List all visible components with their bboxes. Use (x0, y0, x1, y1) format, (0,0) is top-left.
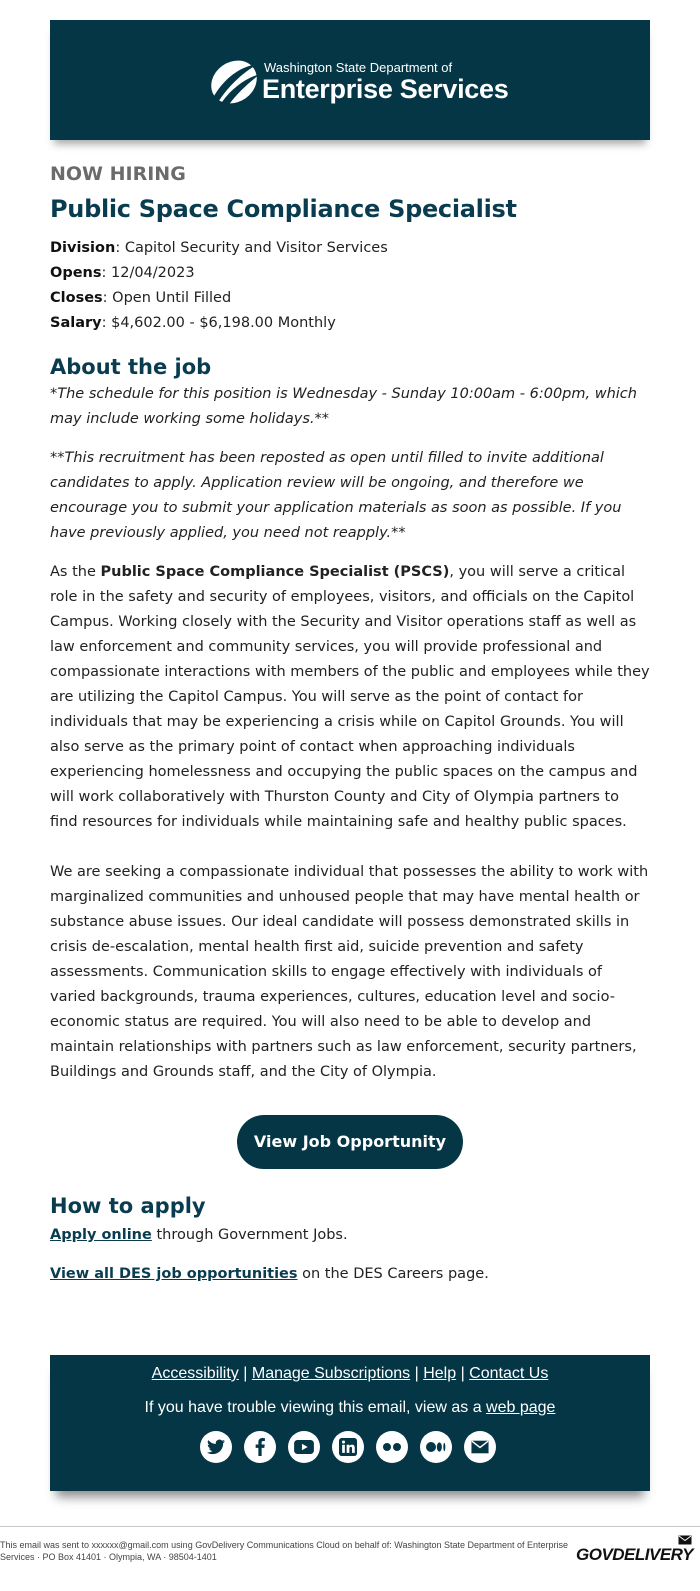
repost-note: **This recruitment has been reposted as open until filled to invite additional candidates to apply. Application review will be ongoing, and therefore we encourage you to submit your application materials as soon as possible. If you have previously applied, you need not reapply.** (50, 450, 622, 541)
footer-separator: | (456, 1365, 470, 1382)
linkedin-icon[interactable] (332, 1431, 364, 1463)
social-icons (200, 1431, 500, 1463)
apply-online-line (50, 1223, 650, 1248)
cta-row (50, 1115, 650, 1169)
footer-separator: | (238, 1365, 252, 1382)
accessibility-link[interactable]: Accessibility (151, 1365, 239, 1382)
p1-rest: , you will serve a critical role in the safety and security of employees, visitors, and officials on the Capitol Campus. Working closely with the Security and Visitor operations staff as well as law enforcement and community services, you will provide professional and compassionate interactions with members of the public and employees while they are utilizing the Capitol Campus. You will serve as the point of contact for individuals that may be experiencing a crisis while on Capitol Grounds. You will also serve as the primary point of contact when approaching individuals experiencing homelessness and occupying the public spaces on the campus and will work collaboratively with Thurston County and City of Olympia partners to find resources for individuals while maintaining safe and healthy public spaces. (50, 564, 650, 830)
view-all-line (50, 1262, 650, 1287)
envelope-icon (678, 1535, 692, 1545)
swoosh-logo-icon (208, 56, 262, 108)
medium-icon[interactable] (420, 1431, 452, 1463)
twitter-icon[interactable] (200, 1431, 232, 1463)
description-paragraph-2: We are seeking a compassionate individual that possesses the ability to work with marginalized communities and unhoused people that may have mental health or substance abuse issues. Our ideal candidate will possess demonstrated skills in crisis de-escalation, mental health first aid, suicide prevention and safety assessments. Communication skills to engage effectively with individuals of varied backgrounds, trauma experiences, cultures, education level and socio-economic status are required. You will also need to be able to develop and maintain relationships with partners such as law enforcement, security partners, Buildings and Grounds staff, and the City of Olympia. (50, 864, 649, 1080)
govdelivery-logo[interactable]: GOVDELIVERY (576, 1545, 693, 1564)
view-job-opportunity-button[interactable]: View Job Opportunity (237, 1115, 463, 1169)
salary-value: : $4,602.00 - $6,198.00 Monthly (101, 315, 336, 331)
about-heading: About the job (50, 355, 212, 379)
footer-banner (50, 1355, 650, 1491)
view-all-jobs-link[interactable]: View all DES job opportunities (50, 1266, 298, 1282)
contact-us-link[interactable]: Contact Us (469, 1365, 549, 1382)
division-label: Division (50, 240, 116, 256)
legal-footer (0, 1526, 700, 1591)
header-banner (50, 20, 650, 140)
job-meta (50, 236, 650, 336)
logo-org-big: Enterprise Services (262, 74, 509, 104)
legal-text: This email was sent to xxxxxx@gmail.com using GovDelivery Communications Cloud on behalf of: Washington State Department of Enterprise Services · PO Box 41401 · Olympia, WA · 98504-1401 (0, 1540, 569, 1562)
main-content (50, 160, 650, 1301)
email-icon[interactable] (464, 1431, 496, 1463)
salary-label: Salary (50, 315, 102, 331)
closes-label: Closes (50, 290, 103, 306)
trouble-viewing-line (50, 1397, 650, 1419)
apply-online-rest: through Government Jobs. (151, 1227, 348, 1243)
now-hiring-label: NOW HIRING (50, 163, 186, 185)
p1-role-bold: Public Space Compliance Specialist (PSCS) (100, 564, 450, 580)
division-value: : Capitol Security and Visitor Services (115, 240, 388, 256)
job-title: Public Space Compliance Specialist (50, 195, 517, 223)
opens-label: Opens (50, 265, 102, 281)
trouble-text: If you have trouble viewing this email, view as a (144, 1399, 487, 1416)
opens-row (50, 261, 650, 286)
help-link[interactable]: Help (423, 1365, 457, 1382)
des-logo[interactable] (208, 56, 508, 108)
web-page-link[interactable]: web page (486, 1399, 556, 1416)
flickr-icon[interactable] (376, 1431, 408, 1463)
closes-row (50, 286, 650, 311)
manage-subscriptions-link[interactable]: Manage Subscriptions (251, 1365, 411, 1382)
view-all-rest: on the DES Careers page. (297, 1266, 489, 1282)
logo-org-small: Washington State Department of (264, 60, 453, 75)
facebook-icon[interactable] (244, 1431, 276, 1463)
opens-value: : 12/04/2023 (101, 265, 195, 281)
division-row (50, 236, 650, 261)
closes-value: : Open Until Filled (102, 290, 232, 306)
how-to-apply-heading: How to apply (50, 1194, 206, 1218)
salary-row (50, 311, 650, 336)
youtube-icon[interactable] (288, 1431, 320, 1463)
apply-online-link[interactable]: Apply online (50, 1227, 152, 1243)
p1-lead: As the (50, 564, 101, 580)
footer-links (50, 1363, 650, 1385)
footer-separator: | (410, 1365, 424, 1382)
schedule-note: *The schedule for this position is Wednesday - Sunday 10:00am - 6:00pm, which may include working some holidays.** (50, 386, 637, 427)
description-paragraph-1 (50, 560, 650, 835)
